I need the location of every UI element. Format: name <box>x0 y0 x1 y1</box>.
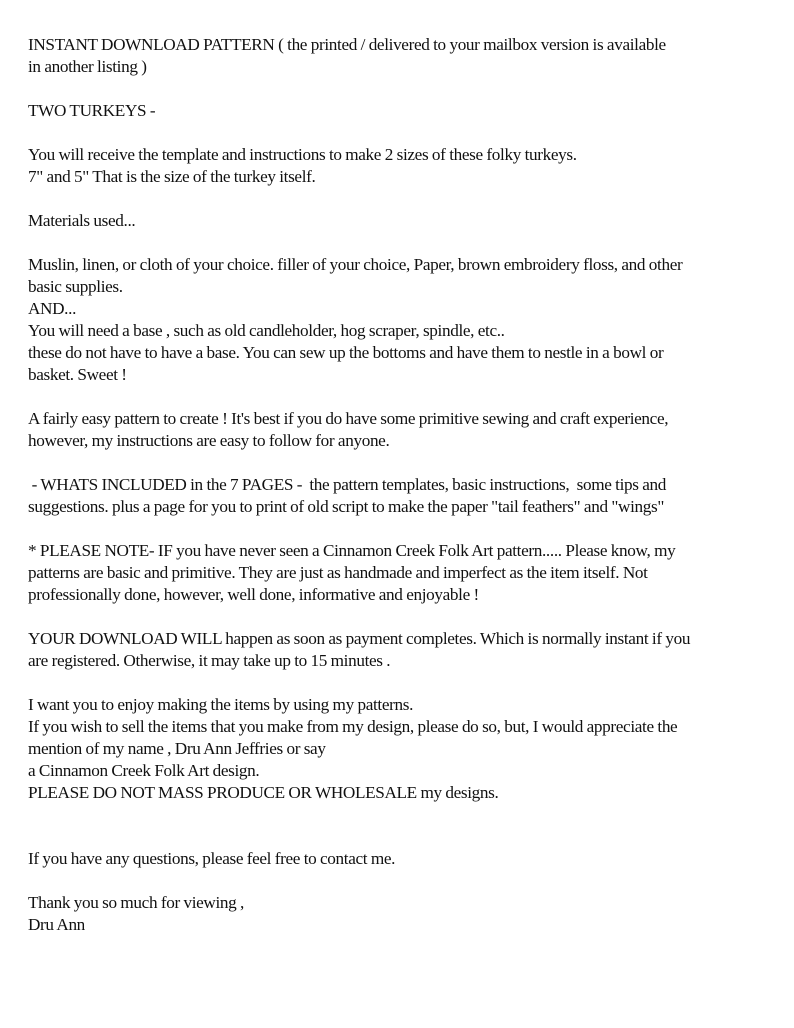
text-line: patterns are basic and primitive. They are just as handmade and imperfect as the item itself. Not <box>28 563 648 582</box>
paragraph-spacer <box>28 804 788 848</box>
text-line: I want you to enjoy making the items by using my patterns. <box>28 695 414 714</box>
paragraph-materials <box>28 254 788 386</box>
text-line: mention of my name , Dru Ann Jeffries or say <box>28 739 326 758</box>
paragraph-sizes <box>28 144 788 188</box>
text-line: basket. Sweet ! <box>28 365 127 384</box>
text-line: basic supplies. <box>28 277 123 296</box>
text-line: Materials used... <box>28 211 136 230</box>
paragraph-spacer <box>28 672 788 694</box>
text-line: suggestions. plus a page for you to print of old script to make the paper "tail feathers" and "wings" <box>28 497 664 516</box>
paragraph-spacer <box>28 870 788 892</box>
paragraph-please-note <box>28 540 788 606</box>
text-line: TWO TURKEYS - <box>28 101 156 120</box>
paragraph-spacer <box>28 122 788 144</box>
paragraph-title <box>28 100 788 122</box>
paragraph-instant-download <box>28 34 788 78</box>
text-line: - WHATS INCLUDED in the 7 PAGES - the pattern templates, basic instructions, some tips and <box>28 475 667 494</box>
text-line: A fairly easy pattern to create ! It's best if you do have some primitive sewing and craft experience, <box>28 409 669 428</box>
paragraph-difficulty <box>28 408 788 452</box>
text-line: You will need a base , such as old candleholder, hog scraper, spindle, etc.. <box>28 321 505 340</box>
paragraph-usage-terms <box>28 694 788 804</box>
text-line: PLEASE DO NOT MASS PRODUCE OR WHOLESALE my designs. <box>28 783 499 802</box>
paragraph-contact <box>28 848 788 870</box>
text-line: in another listing ) <box>28 57 147 76</box>
paragraph-spacer <box>28 188 788 210</box>
text-line: however, my instructions are easy to follow for anyone. <box>28 431 390 450</box>
paragraph-spacer <box>28 386 788 408</box>
document-body <box>28 34 788 936</box>
paragraph-whats-included <box>28 474 788 518</box>
text-line: YOUR DOWNLOAD WILL happen as soon as payment completes. Which is normally instant if you <box>28 629 691 648</box>
text-line: Thank you so much for viewing , <box>28 893 244 912</box>
text-line: * PLEASE NOTE- IF you have never seen a Cinnamon Creek Folk Art pattern..... Please know, my <box>28 541 676 560</box>
paragraph-spacer <box>28 606 788 628</box>
text-line: If you wish to sell the items that you make from my design, please do so, but, I would appreciate the <box>28 717 678 736</box>
text-line: INSTANT DOWNLOAD PATTERN ( the printed / delivered to your mailbox version is available <box>28 35 666 54</box>
paragraph-spacer <box>28 232 788 254</box>
text-line: these do not have to have a base. You can sew up the bottoms and have them to nestle in a bowl or <box>28 343 664 362</box>
paragraph-spacer <box>28 518 788 540</box>
text-line: are registered. Otherwise, it may take up to 15 minutes . <box>28 651 391 670</box>
paragraph-spacer <box>28 78 788 100</box>
paragraph-signoff <box>28 892 788 936</box>
text-line: AND... <box>28 299 77 318</box>
text-line: You will receive the template and instructions to make 2 sizes of these folky turkeys. <box>28 145 577 164</box>
text-line: a Cinnamon Creek Folk Art design. <box>28 761 260 780</box>
paragraph-download-info <box>28 628 788 672</box>
text-line: Muslin, linen, or cloth of your choice. filler of your choice, Paper, brown embroidery floss, and other <box>28 255 683 274</box>
author-signature: Dru Ann <box>28 915 85 934</box>
text-line: professionally done, however, well done, informative and enjoyable ! <box>28 585 479 604</box>
paragraph-materials-heading <box>28 210 788 232</box>
text-line: If you have any questions, please feel free to contact me. <box>28 849 396 868</box>
paragraph-spacer <box>28 452 788 474</box>
text-line: 7" and 5" That is the size of the turkey itself. <box>28 167 316 186</box>
